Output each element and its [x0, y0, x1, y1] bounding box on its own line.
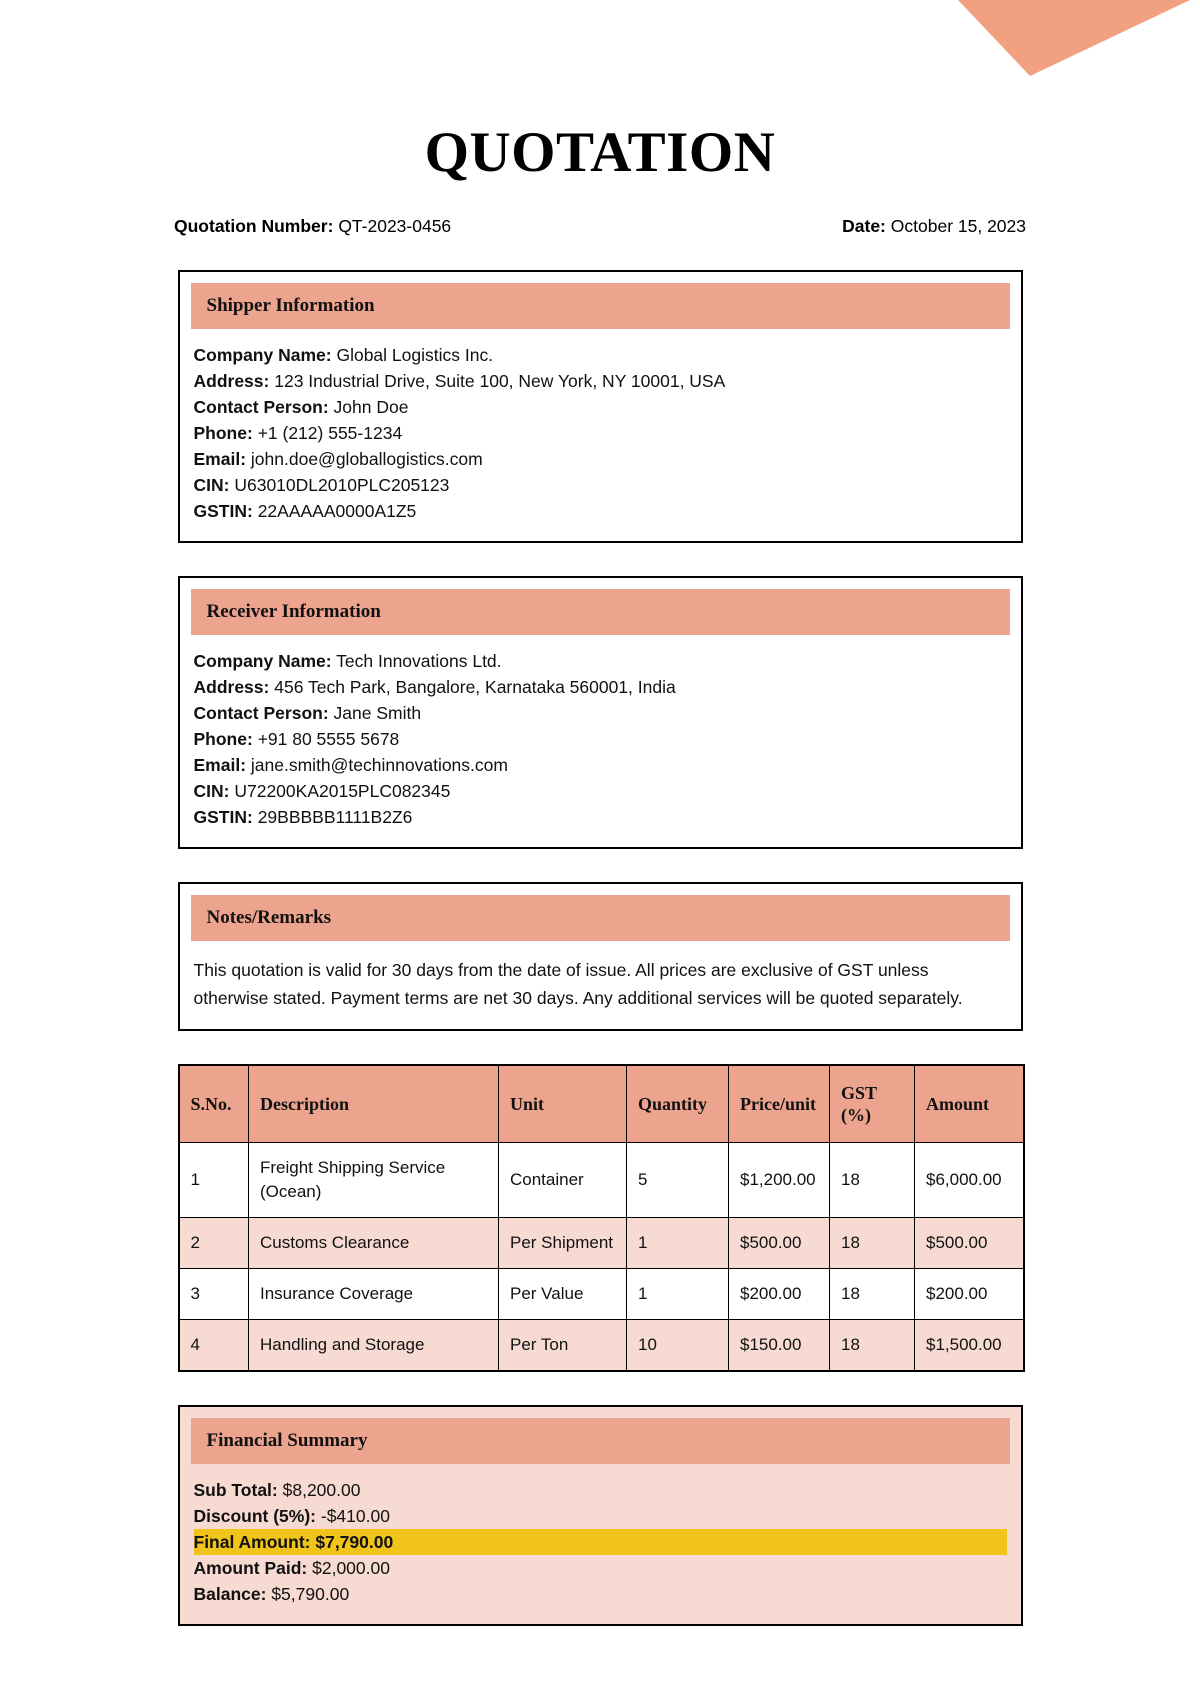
cell-gst: 18: [830, 1217, 915, 1268]
summary-label: Discount (5%):: [193, 1505, 316, 1526]
page-title: QUOTATION: [424, 121, 776, 184]
field-label: Address:: [193, 370, 270, 391]
summary-label: Sub Total:: [193, 1479, 278, 1500]
cell-price: $150.00: [729, 1319, 830, 1371]
field-row: [194, 498, 1007, 524]
field-row: [194, 804, 1007, 830]
cell-gst: 18: [830, 1142, 915, 1217]
notes-remarks-heading: Notes/Remarks: [191, 895, 1010, 941]
line-items-table-wrapper: [178, 1064, 1023, 1372]
field-row: [194, 648, 1007, 674]
field-value: Jane Smith: [333, 702, 422, 723]
quotation-date-value: October 15, 2023: [890, 215, 1026, 236]
column-header-quantity: Quantity: [627, 1065, 729, 1143]
field-row: [194, 472, 1007, 498]
field-label: Email:: [193, 448, 247, 469]
cell-sno: 1: [179, 1142, 249, 1217]
summary-label: Final Amount:: [193, 1531, 311, 1552]
summary-value: $8,200.00: [282, 1479, 361, 1500]
column-header-price-per-unit: Price/unit: [729, 1065, 830, 1143]
field-label: Contact Person:: [193, 396, 329, 417]
field-row: [194, 394, 1007, 420]
field-label: CIN:: [193, 780, 230, 801]
column-header-gst: GST (%): [830, 1065, 915, 1143]
line-items-table-head: [179, 1065, 1024, 1143]
cell-sno: 4: [179, 1319, 249, 1371]
table-header-row: [179, 1065, 1024, 1143]
summary-value: $7,790.00: [315, 1531, 394, 1552]
notes-remarks-section: [178, 882, 1023, 1031]
summary-value: $5,790.00: [271, 1583, 350, 1604]
summary-row-final-amount: [194, 1529, 1007, 1555]
receiver-information-body: [180, 635, 1021, 847]
cell-quantity: 1: [627, 1268, 729, 1319]
cell-quantity: 5: [627, 1142, 729, 1217]
cell-unit: Per Shipment: [499, 1217, 627, 1268]
cell-sno: 3: [179, 1268, 249, 1319]
quotation-date: [842, 216, 1026, 237]
field-label: Company Name:: [193, 344, 332, 365]
summary-row-discount: [194, 1503, 1007, 1529]
field-value: John Doe: [333, 396, 409, 417]
field-label: Address:: [193, 676, 270, 697]
financial-summary-body: [180, 1464, 1021, 1624]
field-label: Phone:: [193, 728, 253, 749]
field-label: Company Name:: [193, 650, 332, 671]
cell-sno: 2: [179, 1217, 249, 1268]
field-value: 29BBBBB1111B2Z6: [257, 806, 413, 827]
field-label: Phone:: [193, 422, 253, 443]
summary-label: Balance:: [193, 1583, 267, 1604]
notes-remarks-text: This quotation is valid for 30 days from the date of issue. All prices are exclusive of GST unless otherwise stated. Payment terms are net 30 days. Any additional services will be quoted separately.: [193, 959, 963, 1008]
line-items-table-body: [179, 1142, 1024, 1371]
field-value: 456 Tech Park, Bangalore, Karnataka 560001, India: [274, 676, 676, 697]
field-value: +1 (212) 555-1234: [257, 422, 403, 443]
field-label: GSTIN:: [193, 500, 253, 521]
receiver-information-section: [178, 576, 1023, 849]
column-header-unit: Unit: [499, 1065, 627, 1143]
summary-row-balance: [194, 1581, 1007, 1607]
field-value: U63010DL2010PLC205123: [234, 474, 450, 495]
summary-row-sub-total: [194, 1477, 1007, 1503]
cell-quantity: 10: [627, 1319, 729, 1371]
field-row: [194, 674, 1007, 700]
summary-row-amount-paid: [194, 1555, 1007, 1581]
summary-value: $2,000.00: [312, 1557, 390, 1578]
cell-price: $1,200.00: [729, 1142, 830, 1217]
field-row: [194, 368, 1007, 394]
cell-amount: $6,000.00: [915, 1142, 1024, 1217]
field-value: jane.smith@techinnovations.com: [250, 754, 508, 775]
cell-unit: Per Value: [499, 1268, 627, 1319]
cell-amount: $1,500.00: [915, 1319, 1024, 1371]
shipper-information-heading: Shipper Information: [191, 283, 1010, 329]
cell-description: Freight Shipping Service (Ocean): [249, 1142, 499, 1217]
column-header-sno: S.No.: [179, 1065, 249, 1143]
quotation-number: [174, 216, 451, 237]
financial-summary-heading: Financial Summary: [191, 1418, 1010, 1464]
shipper-information-section: [178, 270, 1023, 543]
cell-gst: 18: [830, 1319, 915, 1371]
field-row: [194, 752, 1007, 778]
line-items-table: [178, 1064, 1025, 1372]
field-row: [194, 778, 1007, 804]
field-row: [194, 420, 1007, 446]
field-row: [194, 700, 1007, 726]
cell-description: Handling and Storage: [249, 1319, 499, 1371]
field-value: U72200KA2015PLC082345: [234, 780, 451, 801]
field-label: Email:: [193, 754, 247, 775]
summary-value: -$410.00: [320, 1505, 390, 1526]
field-value: 123 Industrial Drive, Suite 100, New York, NY 10001, USA: [274, 370, 726, 391]
shipper-information-body: [180, 329, 1021, 541]
field-label: Contact Person:: [193, 702, 329, 723]
table-row: [179, 1217, 1024, 1268]
field-label: GSTIN:: [193, 806, 253, 827]
field-value: 22AAAAA0000A1Z5: [257, 500, 417, 521]
column-header-amount: Amount: [915, 1065, 1024, 1143]
field-value: Global Logistics Inc.: [336, 344, 494, 365]
field-row: [194, 342, 1007, 368]
field-row: [194, 446, 1007, 472]
column-header-description: Description: [249, 1065, 499, 1143]
cell-amount: $200.00: [915, 1268, 1024, 1319]
receiver-information-heading: Receiver Information: [191, 589, 1010, 635]
summary-label: Amount Paid:: [193, 1557, 308, 1578]
table-row: [179, 1268, 1024, 1319]
table-row: [179, 1142, 1024, 1217]
table-row: [179, 1319, 1024, 1371]
cell-unit: Container: [499, 1142, 627, 1217]
quotation-number-value: QT-2023-0456: [338, 215, 452, 236]
financial-summary-section: [178, 1405, 1023, 1626]
quotation-number-label: Quotation Number:: [174, 215, 334, 236]
field-label: CIN:: [193, 474, 230, 495]
cell-description: Insurance Coverage: [249, 1268, 499, 1319]
cell-quantity: 1: [627, 1217, 729, 1268]
cell-amount: $500.00: [915, 1217, 1024, 1268]
field-value: +91 80 5555 5678: [257, 728, 400, 749]
cell-gst: 18: [830, 1268, 915, 1319]
field-row: [194, 726, 1007, 752]
cell-description: Customs Clearance: [249, 1217, 499, 1268]
quotation-date-label: Date:: [842, 215, 886, 236]
cell-price: $200.00: [729, 1268, 830, 1319]
cell-unit: Per Ton: [499, 1319, 627, 1371]
quotation-meta-row: [174, 183, 1026, 237]
field-value: john.doe@globallogistics.com: [250, 448, 483, 469]
cell-price: $500.00: [729, 1217, 830, 1268]
field-value: Tech Innovations Ltd.: [336, 650, 502, 671]
